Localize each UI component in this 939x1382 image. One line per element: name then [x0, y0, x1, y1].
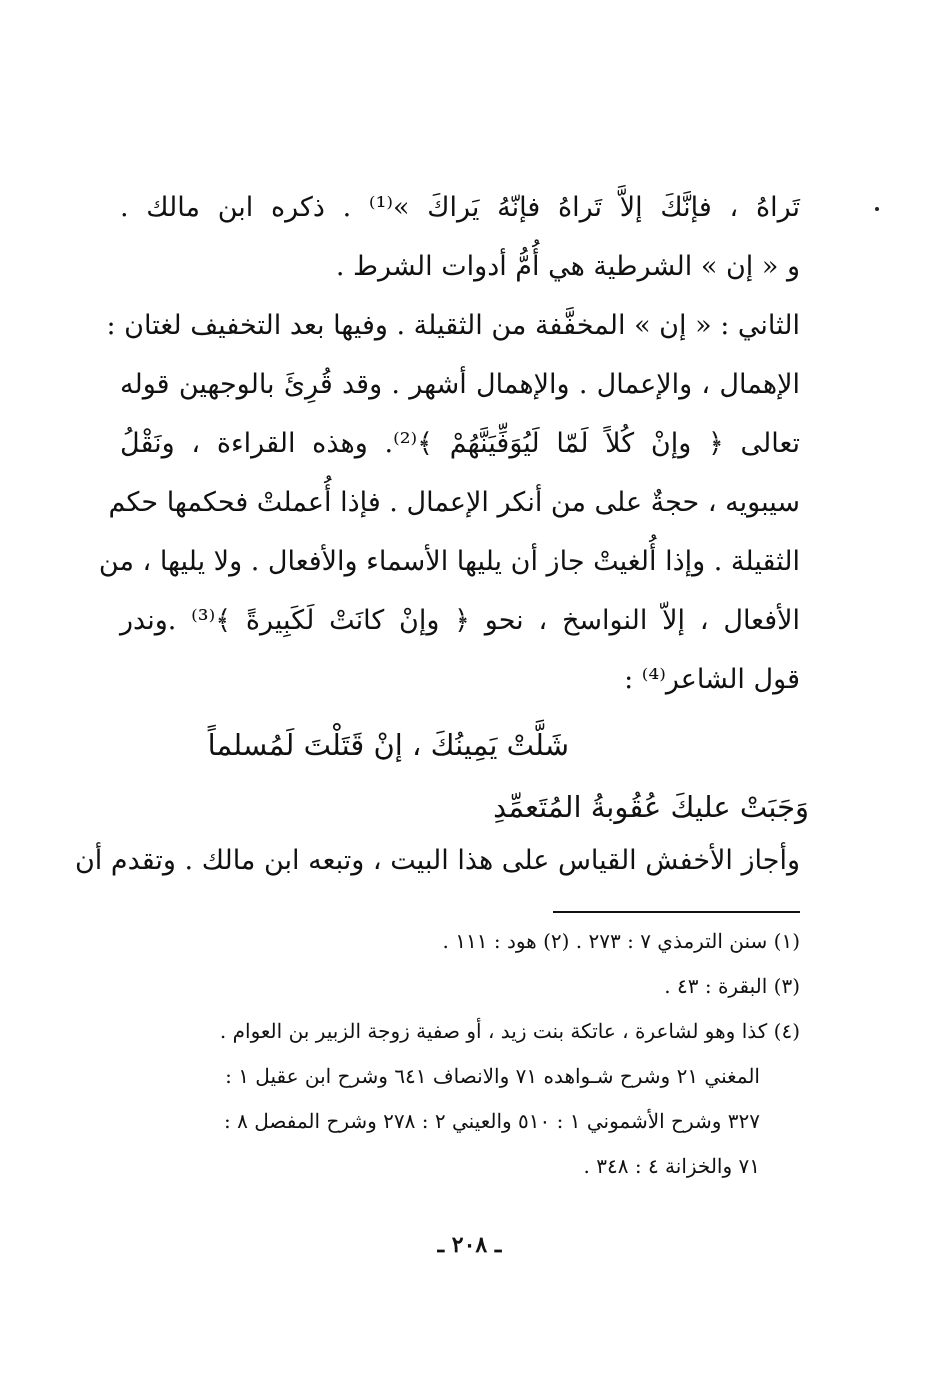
text-line: الإهمال ، والإعمال . والإهمال أشهر . وقد قُرِئَ بالوجهين قوله — [120, 369, 800, 400]
footnote-line: المغني ٢١ وشرح شـواهده ٧١ والانصاف ٦٤١ وشرح ابن عقيل ١ : — [225, 1063, 760, 1088]
footnote-divider — [553, 911, 800, 913]
verse-first-hemistich: شَلَّتْ يَمِينُكَ ، إنْ قَتَلْتَ لَمُسلماً — [207, 728, 569, 762]
footnote-line: (٤) كذا وهو لشاعرة ، عاتكة بنت زيد ، أو صفية زوجة الزبير بن العوام . — [219, 1018, 800, 1043]
text-line: الثاني : « إن » المخفَّفة من الثقيلة . وفيها بعد التخفيف لغتان : — [106, 310, 800, 341]
text-line: الأفعال ، إلاّ النواسخ ، نحو ﴿ وإنْ كانَتْ لَكَبِيرةً ﴾⁽³⁾ .وندر — [120, 605, 801, 636]
text-line: تَراهُ ، فإنَّكَ إلاَّ تَراهُ فإنّهُ يَراكَ »⁽¹⁾ . ذكره ابن مالك . — [120, 192, 801, 223]
text-line: الثقيلة . وإذا أُلغيتْ جاز أن يليها الأسماء والأفعال . ولا يليها ، من — [98, 546, 800, 577]
text-line: وأجاز الأخفش القياس على هذا البيت ، وتبعه ابن مالك . وتقدم أن — [74, 845, 800, 876]
text-line: قول الشاعر⁽⁴⁾ : — [624, 664, 800, 695]
footnotes — [130, 918, 800, 1188]
text-line: سيبويه ، حجةٌ على من أنكر الإعمال . فإذا أُعملتْ فحكمها حكم — [108, 487, 800, 518]
footnote-line: (٣) البقرة : ٤٣ . — [664, 973, 800, 998]
scan-speck — [875, 207, 879, 211]
main-text — [98, 178, 801, 709]
footnote-line: (١) سنن الترمذي ٧ : ٢٧٣ . (٢) هود : ١١١ . — [442, 928, 800, 953]
verse-second-hemistich: وَجَبَتْ عليكَ عُقُوبةُ المُتَعمِّدِ — [493, 790, 809, 824]
footnote-line: ٧١ والخزانة ٤ : ٣٤٨ . — [583, 1153, 760, 1178]
text-line: تعالى ﴿ وإنْ كُلاً لَمّا لَيُوَفِّيَنَّهُمْ ﴾⁽²⁾. وهذه القراءة ، ونَقْلُ — [120, 428, 800, 459]
page-number: ـ ٢٠٨ ـ — [437, 1232, 502, 1258]
text-line: و « إن » الشرطية هي أُمُّ أدوات الشرط . — [335, 251, 800, 282]
footnote-line: ٣٢٧ وشرح الأشموني ١ : ٥١٠ والعيني ٢ : ٢٧٨ وشرح المفصل ٨ : — [224, 1108, 760, 1133]
